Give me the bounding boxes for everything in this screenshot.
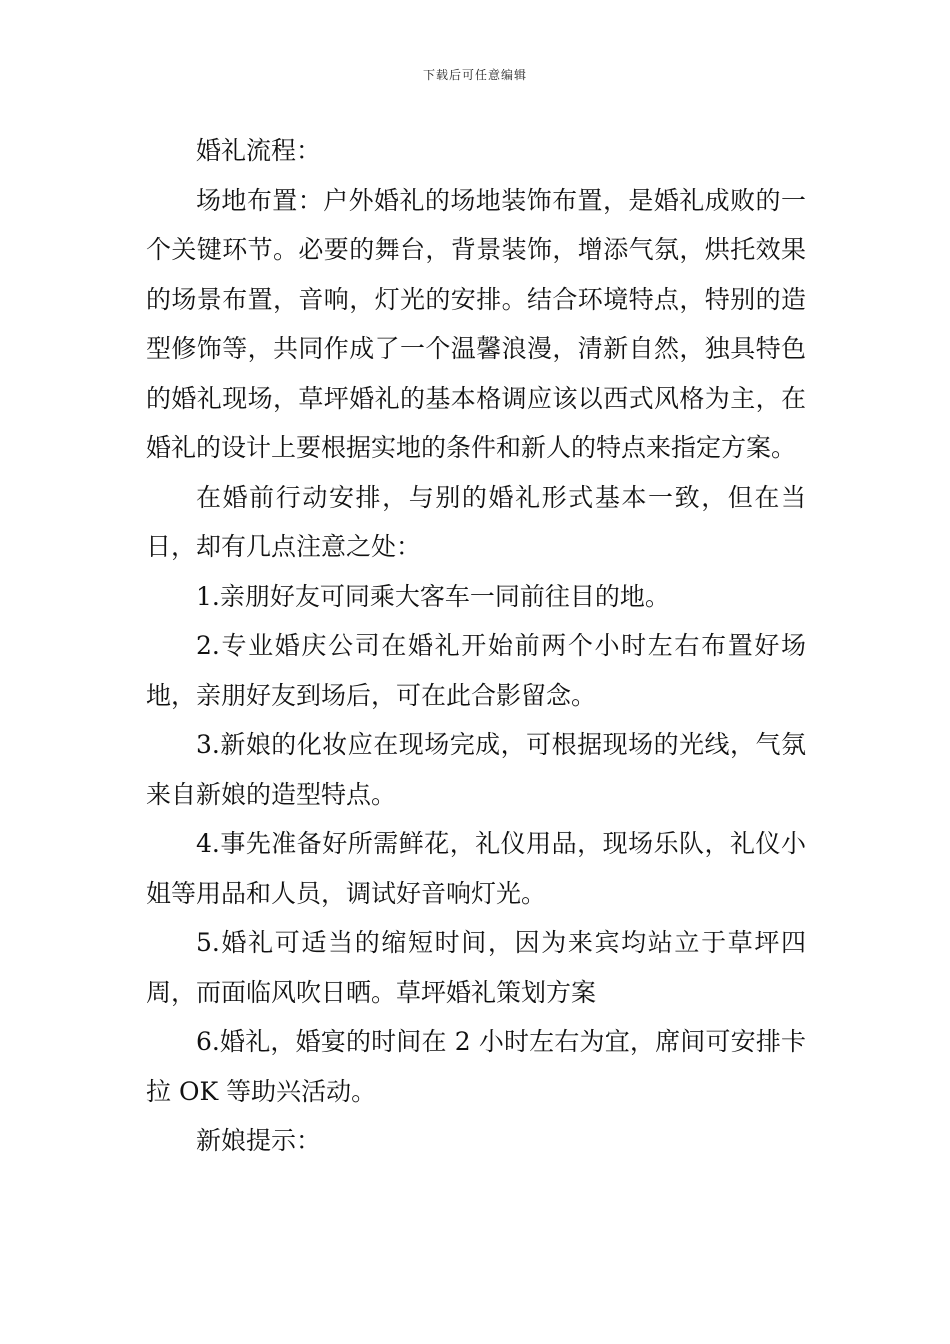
- paragraph-pre-wedding-arrangements: 在婚前行动安排，与别的婚礼形式基本一致，但在当日，却有几点注意之处：: [146, 482, 806, 561]
- section-heading-bride-tips: 新娘提示：: [196, 1126, 322, 1155]
- document-body: [146, 126, 806, 1166]
- list-item-4: 4.事先准备好所需鲜花，礼仪用品，现场乐队，礼仪小姐等用品和人员，调试好音响灯光。: [146, 829, 806, 908]
- list-item-6: 6.婚礼，婚宴的时间在 2 小时左右为宜，席间可安排卡拉 OK 等助兴活动。: [146, 1027, 806, 1106]
- paragraph-venue-setup: 场地布置：户外婚礼的场地装饰布置，是婚礼成败的一个关键环节。必要的舞台，背景装饰，增添气氛，烘托效果的场景布置，音响，灯光的安排。结合环境特点，特别的造型修饰等，共同作成了一个温馨浪漫，清新自然，独具特色的婚礼现场，草坪婚礼的基本格调应该以西式风格为主，在婚礼的设计上要根据实地的条件和新人的特点来指定方案。: [146, 185, 806, 462]
- list-item-2: 2.专业婚庆公司在婚礼开始前两个小时左右布置好场地，亲朋好友到场后，可在此合影留念。: [146, 631, 806, 710]
- list-item-1: 1.亲朋好友可同乘大客车一同前往目的地。: [196, 581, 670, 611]
- header-note: 下载后可任意编辑: [422, 68, 527, 82]
- section-heading-wedding-process: 婚礼流程：: [196, 136, 322, 165]
- list-item-5: 5.婚礼可适当的缩短时间，因为来宾均站立于草坪四周，而面临风吹日晒。草坪婚礼策划方案: [146, 928, 806, 1007]
- list-item-3: 3.新娘的化妆应在现场完成，可根据现场的光线，气氛来自新娘的造型特点。: [146, 730, 806, 809]
